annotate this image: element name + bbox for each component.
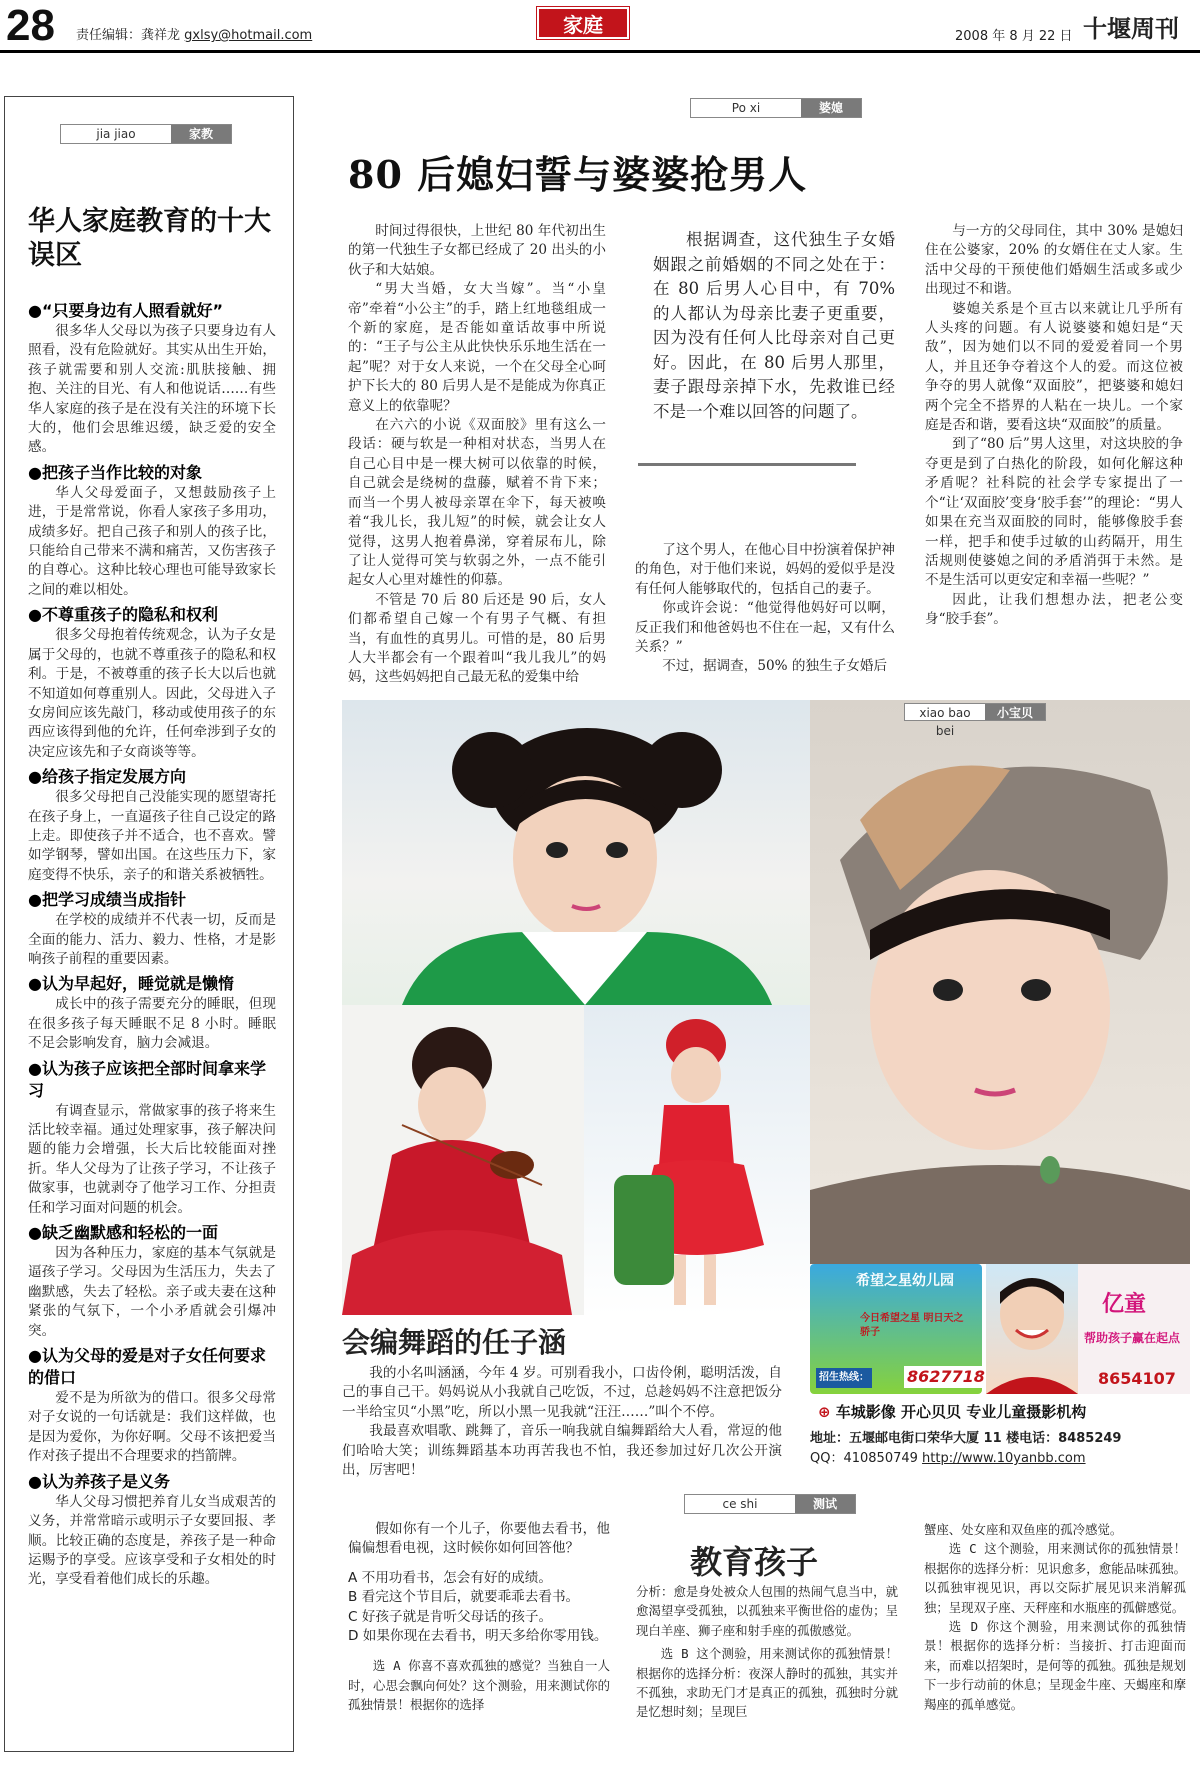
ad-yitong-slogan: 帮助孩子赢在起点 xyxy=(1084,1331,1181,1345)
ad-yitong xyxy=(1078,1264,1190,1394)
baby-paragraph: 我最喜欢唱歌、跳舞了，音乐一响我就自编舞蹈给大人看，常逗的他们哈哈大笑；训练舞蹈基本功再苦我也不怕，我还参加过好几次公开演出，厉害吧！ xyxy=(342,1423,782,1479)
left-subheading: ●缺乏幽默感和轻松的一面 xyxy=(28,1223,218,1243)
left-paragraph: 在学校的成绩并不代表一切，反而是全面的能力、活力、毅力、性格，才是影响孩子前程的重要因素。 xyxy=(28,912,276,967)
ad-address: 地址：五堰邮电街口荣华大厦 11 楼电话：8485249 xyxy=(810,1431,1122,1446)
left-subheading: ●认为早起好，睡觉就是懒惰 xyxy=(28,974,234,994)
tag-cn: 家教 xyxy=(171,125,231,143)
left-subheading: ●认为养孩子是义务 xyxy=(28,1471,170,1491)
main-paragraph: 了这个男人，在他心目中扮演着保护神的角色，对于他们来说，妈妈的爱似乎是没有任何人能够取代的，包括自己的妻子。 xyxy=(635,542,895,597)
main-paragraph: 因此，让我们想想办法，把老公变身“胶手套”。 xyxy=(925,591,1183,628)
test-options xyxy=(348,1569,610,1647)
girl-green-illustration xyxy=(342,700,810,1005)
tag-cn: 婆媳 xyxy=(801,99,861,117)
photo-girl-green xyxy=(342,700,810,1005)
tag-poxi xyxy=(690,98,862,118)
ad-hotline-1: 8627718 xyxy=(904,1366,988,1388)
test-option: C 好孩子就是肯听父母话的孩子。 xyxy=(348,1608,553,1625)
test-option: B 看完这个节目后，就要乖乖去看书。 xyxy=(348,1589,580,1606)
test-answer-a-cont: 分析：愈是身处被众人包围的热闹气息当中，就愈渴望享受孤独，以孤独来平衡世俗的虚伪；呈现白羊座、狮子座和射手座的孤傲感觉。 xyxy=(636,1584,898,1638)
ad-url[interactable]: http://www.10yanbb.com xyxy=(922,1451,1086,1466)
test-intro: 假如你有一个儿子，你要他去看书，他偏偏想看电视，这时候你如何回答他？ xyxy=(348,1521,610,1557)
main-paragraph: 时间过得很快，上世纪 80 年代初出生的第一代独生子女都已经成了 20 出头的小伙子和大姑娘。 xyxy=(348,223,606,278)
girl-violin-illustration xyxy=(342,1005,584,1315)
photo-girl-violin xyxy=(342,1005,584,1315)
boy-illustration xyxy=(986,1264,1078,1394)
ad-qq: QQ：410850749 xyxy=(810,1451,918,1466)
left-paragraph: 很多父母抱着传统观念，认为子女是属于父母的，也就不尊重孩子的隐私和权利。于是，不被尊重的孩子长大以后也就不知道如何尊重别人。因此，父母进入子女房间应该先敲门，移动或使用孩子的东西应该得到他的允许，任何牵涉到子女的决定应该先和子女商谈等等。 xyxy=(28,627,276,760)
test-answer-d: 选 D 你这个测验，用来测试你的孤独情景！根据你的选择分析：当接折、打击迎面而来，而难以招架时，是何等的孤独。孤独是规划下一步行动前的休息；呈现金牛座、天蝎座和摩羯座的孤单感觉。 xyxy=(924,1619,1186,1712)
tag-en: ce shi xyxy=(685,1495,795,1513)
main-paragraph: 到了“80 后”男人这里，对这块胶的争夺更是到了白热化的阶段，如何化解这种矛盾呢？社科院的社会学专家提出了一个“让‘双面胶’变身‘胶手套’”的理论：“男人如果在充当双面胶的同时，能够像胶手套一样，把手和使手过敏的山药隔开，用生活规则使婆媳之间的矛盾消弭于未然。是不是生活可以更安定和幸福一些呢？” xyxy=(925,436,1183,589)
tag-cn: 小宝贝 xyxy=(985,704,1045,720)
ad-company-text: 车城影像 开心贝贝 专业儿童摄影机构 xyxy=(835,1403,1087,1421)
left-paragraph: 爱不是为所欲为的借口。很多父母常对子女说的一句话就是：我们这样做，也是因为爱你，为你好啊。父母不该把爱当作对孩子提出不合理要求的挡箭牌。 xyxy=(28,1390,276,1465)
editor-name: 责任编辑：龚祥龙 xyxy=(76,28,181,43)
quote-rule xyxy=(638,463,856,466)
ad-hotline-label: 招生热线： xyxy=(816,1368,872,1388)
left-headline: 华人家庭教育的十大误区 xyxy=(28,206,271,271)
ad-boy-photo xyxy=(986,1264,1078,1394)
editor-email[interactable]: gxlsy@hotmail.com xyxy=(184,28,313,43)
main-paragraph: 不管是 70 后 80 后还是 90 后，女人们都希望自己嫁一个有男子气概、有担当，有血性的真男儿。可惜的是，80 后男人大半都会有一个跟着叫“我儿我儿”的妈妈，这些妈妈把自己最无私的爱集中给 xyxy=(348,591,606,686)
test-answer-c: 选 C 这个测验，用来测试你的孤独情景！根据你的选择分析：见识愈多，愈能品味孤独。以孤独审视见识，再以交际扩展见识来消解孤独；呈现双子座、天秤座和水瓶座的孤僻感觉。 xyxy=(924,1541,1186,1615)
ad-kindergarten xyxy=(810,1264,985,1394)
main-col-1 xyxy=(348,222,606,686)
baby-article-body xyxy=(342,1364,782,1480)
tag-en: jia jiao xyxy=(61,125,171,143)
test-answer-a: 选 A 你喜不喜欢孤独的感觉？当独自一人时，心思会飘向何处？这个测验，用来测试你的孤独情景！根据你的选择 xyxy=(348,1658,610,1713)
photo-girl-red-dress xyxy=(584,1005,810,1315)
test-headline: 教育孩子 xyxy=(690,1543,819,1581)
test-col-2 xyxy=(636,1582,898,1722)
tag-en: Po xi xyxy=(691,99,801,117)
girl-red-dress-illustration xyxy=(584,1005,810,1315)
ad-company xyxy=(818,1402,1086,1422)
left-article-body xyxy=(28,300,276,1590)
left-paragraph: 华人父母习惯把养育儿女当成艰苦的义务，并常常暗示或明示子女要回报、孝顺。比较正确的态度是，养孩子是一种命运赐予的享受。应该享受和子女相处的时光，享受看着他们成长的乐趣。 xyxy=(28,1493,276,1588)
ad-yitong-brand: 亿童 xyxy=(1102,1292,1147,1317)
issue-date: 2008 年 8 月 22 日 xyxy=(955,29,1073,44)
left-paragraph: 成长中的孩子需要充分的睡眠，但现在很多孩子每天睡眠不足 8 小时。睡眠不足会影响发育，脑力会减退。 xyxy=(28,996,276,1052)
main-paragraph: 与一方的父母同住，其中 30% 是媳妇住在公婆家，20% 的女婿住在丈人家。生活中父母的干预使他们婚姻生活或多或少出现过不和谐。 xyxy=(925,223,1183,298)
test-answer-b: 选 B 这个测验，用来测试你的孤独情景！根据你的选择分析：夜深人静时的孤独，其实并不孤独，求助无门才是真正的孤独，孤独时分就是忆想时刻；呈现巨 xyxy=(636,1646,898,1720)
test-col-1 xyxy=(348,1520,610,1715)
section-badge: 家庭 xyxy=(537,7,629,39)
ad-kindergarten-slogan: 今日希望之星 明日天之骄子 xyxy=(860,1313,964,1338)
left-paragraph: 有调查显示，常做家事的孩子将来生活比较幸福。通过处理家事，孩子解决问题的能力会增强，长大后比较能面对挫折。华人父母为了让孩子学习，不让孩子做家事，也就剥夺了他学习工作、分担责任和学习面对问题的机会。 xyxy=(28,1102,276,1216)
tag-en: xiao bao bei xyxy=(905,704,985,720)
main-col-2 xyxy=(635,541,895,677)
left-paragraph: 很多华人父母以为孩子只要身边有人照看，没有危险就好。其实从出生开始，孩子就需要和别人交流:肌肤接触、拥抱、关注的目光、有人和他说话……有些华人家庭的孩子是在没有关注的环境下长大的，他们会思维迟缓，缺乏爱的安全感。 xyxy=(28,323,276,456)
editor-line xyxy=(76,24,312,43)
left-subheading: ●把学习成绩当成指针 xyxy=(28,890,186,910)
ad-kindergarten-name: 希望之星幼儿园 xyxy=(856,1273,954,1289)
header-rule xyxy=(0,50,1200,53)
left-subheading: ●认为孩子应该把全部时间拿来学习 xyxy=(28,1058,266,1100)
main-paragraph: “男大当婚，女大当嫁”。当“小皇帝”牵着“小公主”的手，踏上红地毯组成一个新的家庭，是否能如童话故事中所说的：“王子与公主从此快快乐乐地生活在一起”呢？对于女人来说，一个在父母全心呵护下长大的 80 后男人是不是能成为你真正意义上的依靠呢？ xyxy=(348,281,606,414)
main-paragraph: 在六六的小说《双面胶》里有这么一段话：硬与软是一种相对状态，当男人在自己心目中是一棵大树可以依靠的时候，自己就会是绕树的盘藤，赋着不肯下来；而当一个男人被母亲罩在伞下，每天被唤着“我儿长，我儿短”的时候，就会让女人觉得，这男人抱着鼻涕，穿着尿布儿，除了让人觉得可笑与软弱之外，一点不能引起女人心里对雄性的仰慕。 xyxy=(348,417,606,589)
left-paragraph: 很多父母把自己没能实现的愿望寄托在孩子身上，一直逼孩子往自己设定的路上走。即使孩子并不适合，也不喜欢。譬如学钢琴，譬如出国。在这些压力下，家庭变得不快乐，亲子的和谐关系被牺牲。 xyxy=(28,789,276,883)
ad-hotline-2: 8654107 xyxy=(1098,1369,1176,1388)
girl-hat-illustration xyxy=(810,700,1190,1264)
test-col-3 xyxy=(924,1520,1186,1714)
test-option: D 如果你现在去看书，明天多给你零用钱。 xyxy=(348,1628,608,1645)
left-subheading: ●“只要身边有人照看就好” xyxy=(28,301,223,320)
tag-cn: 测试 xyxy=(795,1495,855,1513)
main-paragraph: 不过，据调查，50% 的独生子女婚后 xyxy=(662,658,888,675)
left-subheading: ●给孩子指定发展方向 xyxy=(28,767,186,787)
ad-contact xyxy=(810,1450,1086,1468)
ad-banner[interactable] xyxy=(810,1264,1190,1394)
baby-paragraph: 我的小名叫涵涵，今年 4 岁。可别看我小，口齿伶俐，聪明活泼，自己的事自己干。妈妈说从小我就自己吃饭，不过，总趁妈妈不注意把饭分一半给宝贝“小黑”吃，所以小黑一见我就“汪汪……”叫个不停。 xyxy=(342,1365,782,1420)
baby-headline: 会编舞蹈的任子涵 xyxy=(342,1326,567,1359)
tag-xiaobaobei xyxy=(904,703,1046,738)
tag-ceshi xyxy=(684,1494,856,1514)
left-subheading: ●认为父母的爱是对子女任何要求的借口 xyxy=(28,1346,266,1388)
main-paragraph: 婆媳关系是个亘古以来就让几乎所有人头疼的问题。有人说婆婆和媳妇是“天敌”，因为她们以不同的爱爱着同一个男人，并且还争夺着这个人的爱。而这位被争夺的男人就像“双面胶”，把婆婆和媳妇两个完全不搭界的人粘在一块儿。一个家庭是否和谐，要看这块“双面胶”的质量。 xyxy=(925,300,1183,434)
main-col-3 xyxy=(925,222,1183,677)
photo-girl-hat xyxy=(810,700,1190,1264)
tag-jiajiao xyxy=(60,124,232,144)
page-number: 28 xyxy=(6,1,55,50)
left-paragraph: 因为各种压力，家庭的基本气氛就是逼孩子学习。父母因为生活压力，失去了幽默感，失去了轻松。亲子或夫妻在这种紧张的气氛下，一个小矛盾就会引爆冲突。 xyxy=(28,1245,276,1339)
studio-logo-icon: ⊕ xyxy=(818,1403,836,1421)
newspaper-name: 十堰周刊 xyxy=(1083,14,1179,43)
main-paragraph: 你或许会说：“他觉得他妈好可以啊，反正我们和他爸妈也不住在一起，又有什么关系？” xyxy=(635,600,895,656)
left-subheading: ●把孩子当作比较的对象 xyxy=(28,462,202,482)
left-subheading: ●不尊重孩子的隐私和权利 xyxy=(28,605,218,625)
left-paragraph: 华人父母爱面子，又想鼓励孩子上进，于是常常说，你看人家孩子多用功，成绩多好。把自己孩子和别人的孩子比，只能给自己带来不满和痛苦，又伤害孩子的自尊心。这种比较心理也可能导致家长之间的难以相处。 xyxy=(28,484,276,598)
test-option: A 不用功看书，怎会有好的成绩。 xyxy=(348,1569,552,1586)
main-headline: 80 后媳妇誓与婆婆抢男人 xyxy=(348,152,808,197)
pull-quote: 根据调查，这代独生子女婚姻跟之前婚姻的不同之处在于：在 80 后男人心目中，有 70% 的人都认为母亲比妻子更重要，因为没有任何人比母亲对自己更好。因此，在 80 后男人那里，妻子跟母亲掉下水，先救谁已经不是一个难以回答的问题了。 xyxy=(653,230,895,421)
test-answer-b-cont: 蟹座、处女座和双鱼座的孤冷感觉。 xyxy=(924,1522,1123,1537)
